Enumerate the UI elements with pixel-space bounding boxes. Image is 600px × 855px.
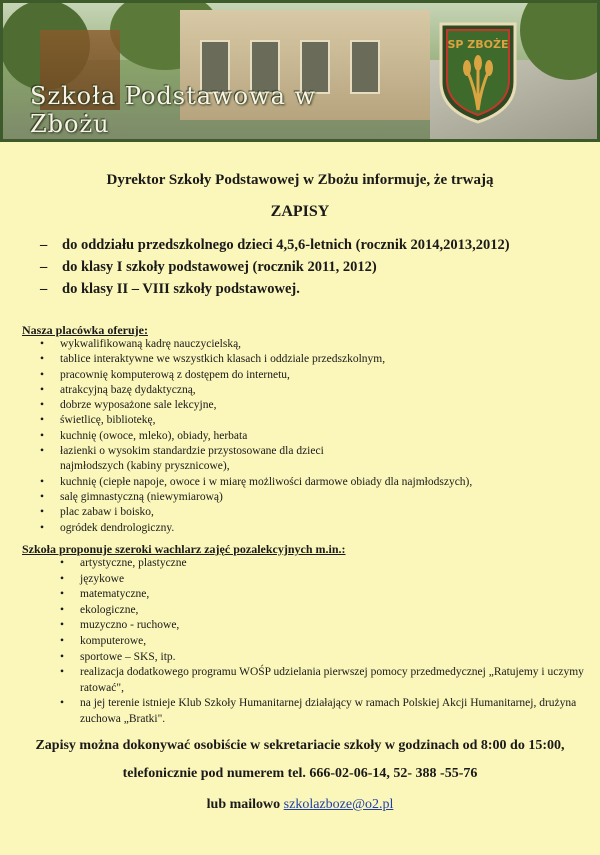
bullet-dot: •	[40, 383, 45, 396]
offer-item	[40, 383, 580, 398]
dash-marker: –	[40, 259, 48, 275]
bullet-dot: •	[40, 429, 45, 442]
enrollment-item-text: do klasy I szkoły podstawowej (rocznik 2011, 2012)	[62, 259, 377, 275]
crest-text: SP ZBOŻE	[447, 38, 509, 51]
header-banner	[0, 0, 600, 142]
offer-item	[40, 490, 580, 505]
headline: Dyrektor Szkoły Podstawowej w Zbożu informuje, że trwają	[106, 172, 494, 188]
offer-item	[40, 444, 390, 475]
offer-item	[40, 337, 580, 352]
dash-marker: –	[40, 237, 48, 253]
activity-text: muzyczno - ruchowe,	[80, 619, 180, 632]
offer-item	[40, 413, 580, 428]
activities-list	[60, 556, 595, 728]
offers-list	[40, 337, 580, 536]
activity-text: językowe	[80, 572, 125, 585]
banner-title: Szkoła Podstawowa w Zbożu	[30, 82, 317, 138]
enrollment-item-text: do oddziału przedszkolnego dzieci 4,5,6-letnich (rocznik 2014,2013,2012)	[62, 237, 510, 253]
email-link[interactable]: szkolazboze@o2.pl	[283, 797, 394, 812]
enrollment-item	[40, 256, 600, 278]
offer-text: dobrze wyposażone sale lekcyjne,	[60, 399, 217, 412]
bullet-dot: •	[60, 650, 65, 663]
bullet-dot: •	[40, 506, 45, 519]
banner-frame	[0, 0, 600, 142]
bullet-dot: •	[60, 588, 65, 601]
activity-item	[60, 603, 595, 619]
offer-text: wykwalifikowaną kadrę nauczycielską,	[60, 338, 242, 350]
bullet-dot: •	[40, 399, 45, 412]
bullet-dot: •	[40, 368, 45, 381]
activities-title: Szkoła proponuje szeroki wachlarz zajęć pozalekcyjnych m.in.:	[22, 542, 346, 556]
activity-text: na jej terenie istnieje Klub Szkoły Humanitarnej działający w ramach Polskiej Akcji Humanitarnej, drużyna zuchowa „Bratki".	[80, 697, 577, 725]
activity-text: matematyczne,	[80, 588, 150, 601]
bullet-dot: •	[60, 572, 65, 585]
bullet-dot: •	[60, 603, 65, 616]
activity-text: realizacja dodatkowego programu WOŚP udzielania pierwszej pomocy przedmedycznej „Ratujemy i uczymy ratować",	[80, 666, 584, 694]
activity-item	[60, 618, 595, 634]
activity-item	[60, 556, 595, 572]
activity-item	[60, 634, 595, 650]
activity-item	[60, 696, 595, 727]
bullet-dot: •	[60, 634, 65, 647]
activity-item	[60, 572, 595, 588]
offer-text: tablice interaktywne we wszystkich klasach i oddziale przedszkolnym,	[60, 353, 386, 366]
offer-text: salę gimnastyczną (niewymiarową)	[60, 490, 223, 503]
activity-text: sportowe – SKS, itp.	[80, 650, 176, 663]
bullet-dot: •	[40, 414, 45, 427]
bullet-dot: •	[40, 475, 45, 488]
offer-item	[40, 368, 580, 383]
bullet-dot: •	[40, 338, 45, 350]
offer-item	[40, 352, 580, 367]
enrollment-list	[40, 234, 600, 300]
offer-text: kuchnię (ciepłe napoje, owoce i w miarę możliwości darmowe obiady dla najmłodszych),	[60, 475, 473, 488]
offer-item	[40, 521, 580, 536]
offer-text: łazienki o wysokim standardzie przystosowane dla dzieci najmłodszych (kabiny prysznicowe),	[60, 445, 324, 473]
footer-line-3	[0, 797, 600, 813]
offer-item	[40, 505, 580, 520]
offer-text: ogródek dendrologiczny.	[60, 521, 175, 534]
offer-item	[40, 398, 580, 413]
footer-email-prefix: lub mailowo	[206, 797, 284, 812]
activity-item	[60, 587, 595, 603]
footer-line-1: Zapisy można dokonywać osobiście w sekretariacie szkoły w godzinach od 8:00 do 15:00,	[35, 738, 565, 753]
bullet-dot: •	[60, 557, 65, 569]
offer-text: świetlicę, bibliotekę,	[60, 414, 156, 427]
bullet-dot: •	[60, 697, 65, 710]
offer-text: pracownię komputerową z dostępem do internetu,	[60, 368, 290, 381]
offers-title: Nasza placówka oferuje:	[22, 323, 148, 337]
activity-item	[60, 650, 595, 666]
bullet-dot: •	[40, 353, 45, 366]
bullet-dot: •	[60, 666, 65, 679]
offer-text: kuchnię (owoce, mleko), obiady, herbata	[60, 429, 248, 442]
offer-item	[40, 429, 580, 444]
activity-text: artystyczne, plastyczne	[80, 557, 187, 569]
enrollment-item	[40, 278, 600, 300]
bullet-dot: •	[40, 490, 45, 503]
zapisy-title: ZAPISY	[270, 203, 330, 220]
offer-text: plac zabaw i boisko,	[60, 506, 154, 519]
enrollment-item	[40, 234, 600, 256]
bullet-dot: •	[40, 445, 45, 458]
enrollment-item-text: do klasy II – VIII szkoły podstawowej.	[62, 281, 300, 297]
activity-text: ekologiczne,	[80, 603, 139, 616]
offer-item	[40, 475, 580, 490]
activity-item	[60, 665, 595, 696]
bullet-dot: •	[40, 521, 45, 534]
bullet-dot: •	[60, 619, 65, 632]
offer-text: atrakcyjną bazę dydaktyczną,	[60, 383, 196, 396]
dash-marker: –	[40, 281, 48, 297]
activity-text: komputerowe,	[80, 634, 147, 647]
footer-line-2: telefonicznie pod numerem tel. 666-02-06-14, 52- 388 -55-76	[122, 766, 478, 781]
